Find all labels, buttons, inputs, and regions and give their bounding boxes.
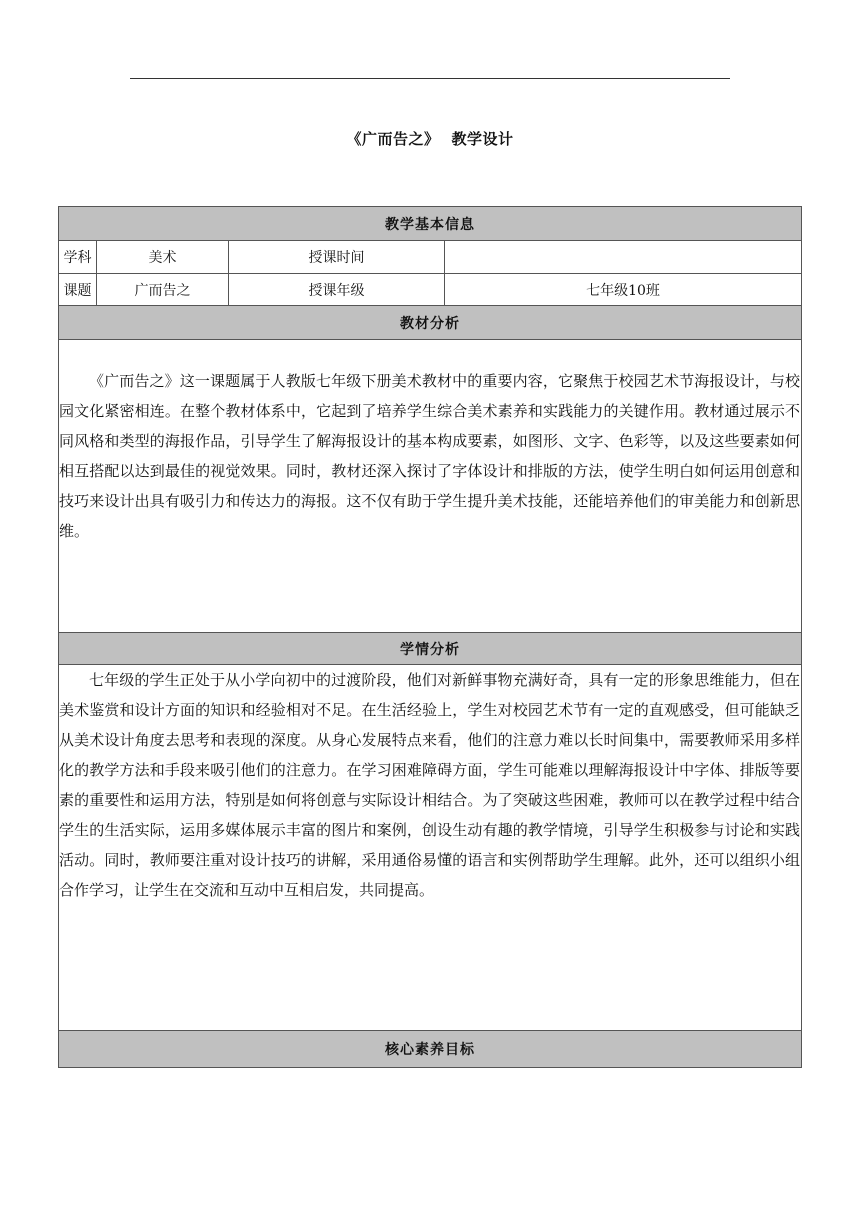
topic-label: 课题 (59, 274, 97, 305)
subject-value: 美术 (97, 241, 229, 273)
grade-value: 七年级10班 (445, 274, 802, 305)
student-analysis-text: 七年级的学生正处于从小学向初中的过渡阶段，他们对新鲜事物充满好奇，具有一定的形象思维能力，但在美术鉴赏和设计方面的知识和经验相对不足。在生活经验上，学生对校园艺术节有一定的直观感受，但可能缺乏从美术设计角度去思考和表现的深度。从身心发展特点来看，他们的注意力难以长时间集中，需要教师采用多样化的教学方法和手段来吸引他们的注意力。在学习困难障碍方面，学生可能难以理解海报设计中字体、排版等要素的重要性和运用方法，特别是如何将创意与实际设计相结合。为了突破这些困难，教师可以在教学过程中结合学生的生活实际，运用多媒体展示丰富的图片和案例，创设生动有趣的教学情境，引导学生积极参与讨论和实践活动。同时，教师要注重对设计技巧的讲解，采用通俗易懂的语言和实例帮助学生理解。此外，还可以组织小组合作学习，让学生在交流和互动中互相启发，共同提高。 (59, 671, 800, 899)
subject-label: 学科 (59, 241, 97, 273)
material-analysis-body (59, 340, 802, 632)
student-analysis-heading: 学情分析 (59, 633, 802, 664)
subject-row (59, 241, 802, 274)
topic-value: 广而告之 (97, 274, 229, 305)
document-title-book: 《广而告之》 (346, 130, 440, 148)
lesson-plan-table (58, 206, 802, 1068)
document-title-rest: 教学设计 (451, 130, 514, 148)
student-analysis-header-row (59, 633, 802, 665)
student-analysis-body (59, 665, 802, 1030)
core-goals-heading: 核心素养目标 (59, 1031, 802, 1067)
document-title (0, 128, 860, 149)
grade-label: 授课年级 (229, 274, 445, 305)
material-analysis-text: 《广而告之》这一课题属于人教版七年级下册美术教材中的重要内容，它聚焦于校园艺术节海报设计，与校园文化紧密相连。在整个教材体系中，它起到了培养学生综合美术素养和实践能力的关键作用。教材通过展示不同风格和类型的海报作品，引导学生了解海报设计的基本构成要素，如图形、文字、色彩等，以及这些要素如何相互搭配以达到最佳的视觉效果。同时，教材还深入探讨了字体设计和排版的方法，使学生明白如何运用创意和技巧来设计出具有吸引力和传达力的海报。这不仅有助于学生提升美术技能，还能培养他们的审美能力和创新思维。 (59, 372, 800, 540)
student-analysis-row (59, 665, 802, 1031)
basic-info-heading: 教学基本信息 (59, 207, 802, 240)
basic-info-header-row (59, 207, 802, 241)
material-analysis-heading: 教材分析 (59, 306, 802, 339)
topic-row (59, 274, 802, 306)
material-analysis-row (59, 340, 802, 633)
time-label: 授课时间 (229, 241, 445, 273)
material-analysis-header-row (59, 306, 802, 340)
header-rule (130, 78, 730, 79)
time-value (445, 241, 802, 273)
core-goals-header-row (59, 1031, 802, 1068)
